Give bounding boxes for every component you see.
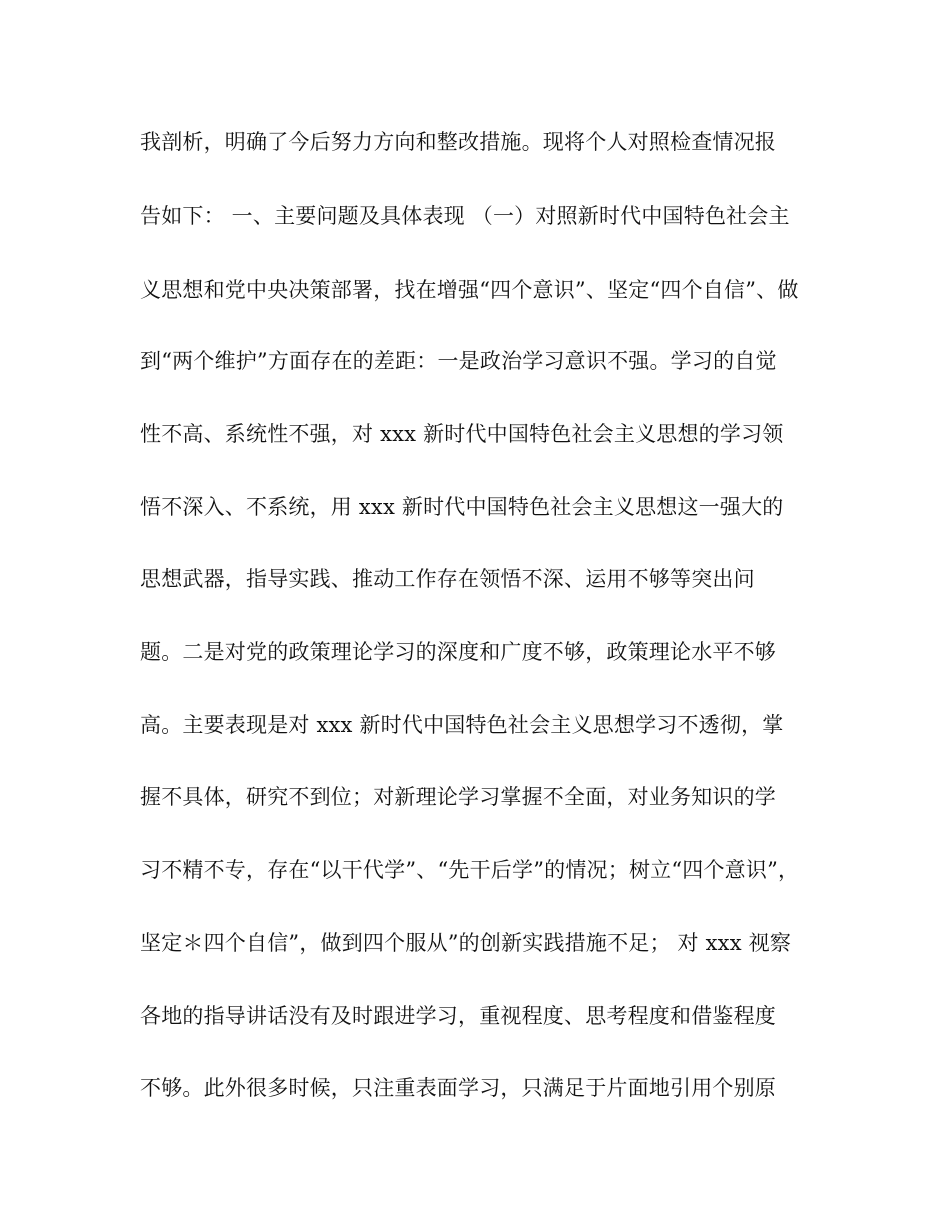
text-line-8: 题。二是对党的政策理论学习的深度和广度不够，政策理论水平不够 <box>140 640 776 664</box>
text-line-7: 思想武器，指导实践、推动工作存在领悟不深、运用不够等突出问 <box>140 567 755 591</box>
text-line-13: 各地的指导讲话没有及时跟进学习，重视程度、思考程度和借鉴程度 <box>140 1004 776 1028</box>
text-line-9: 高。主要表现是对 xxx 新时代中国特色社会主义思想学习不透彻，掌 <box>140 713 784 737</box>
text-line-10: 握不具体，研究不到位；对新理论学习掌握不全面，对业务知识的学 <box>140 785 776 809</box>
text-line-4: 到“两个维护”方面存在的差距：一是政治学习意识不强。学习的自觉 <box>140 349 777 373</box>
text-line-1: 我剖析，明确了今后努力方向和整改措施。现将个人对照检查情况报 <box>140 130 776 154</box>
text-line-5: 性不高、系统性不强，对 xxx 新时代中国特色社会主义思想的学习领 <box>140 422 784 446</box>
text-line-14: 不够。此外很多时候，只注重表面学习，只满足于片面地引用个别原 <box>140 1076 776 1100</box>
text-line-12: 坚定＊四个自信”，做到四个服从”的创新实践措施不足； 对 xxx 视察 <box>140 931 792 955</box>
text-line-2: 告如下： 一、主要问题及具体表现 （一）对照新时代中国特色社会主 <box>140 204 790 228</box>
text-line-3: 义思想和党中央决策部署，找在增强“四个意识”、坚定“四个自信”、做 <box>140 278 799 302</box>
text-line-6: 悟不深入、不系统，用 xxx 新时代中国特色社会主义思想这一强大的 <box>140 495 784 519</box>
text-line-11: 习不精不专，存在“以干代学”、“先干后学”的情况；树立“四个意识”， <box>140 858 800 882</box>
